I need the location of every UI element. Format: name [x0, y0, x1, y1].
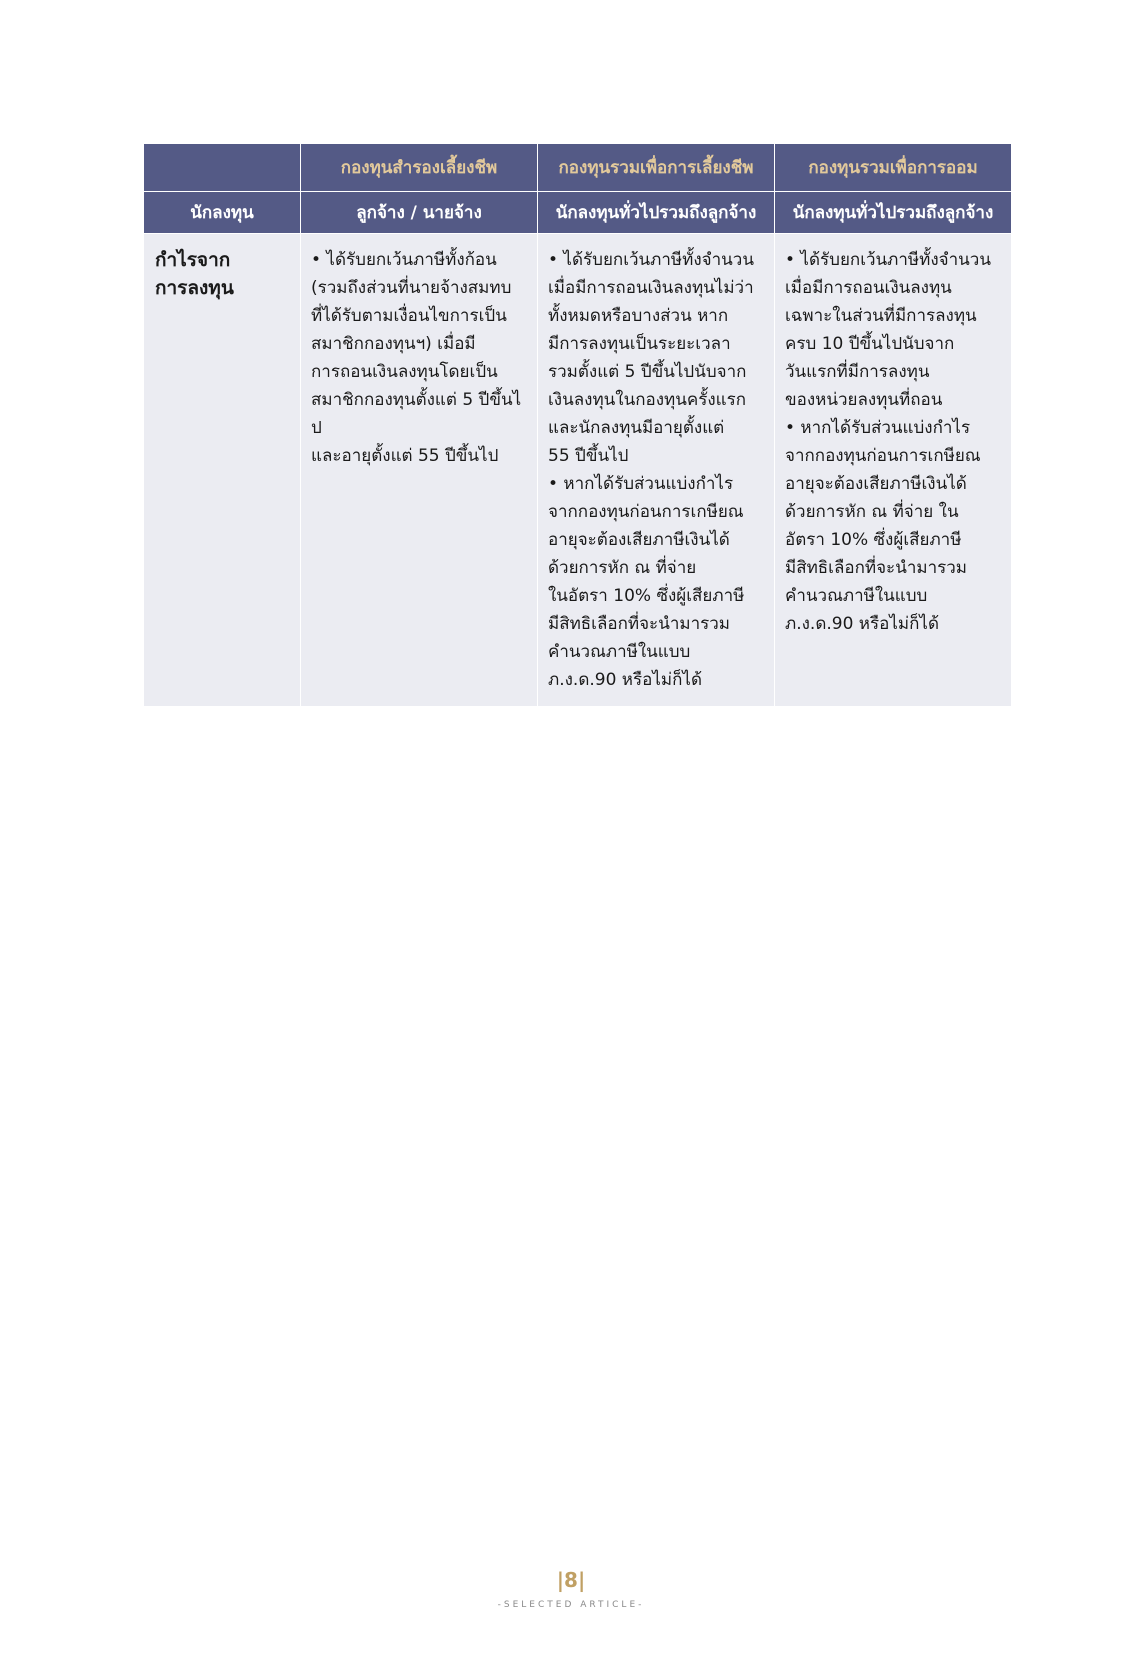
- header-investor-rmf: นักลงทุนทั่วไปรวมถึงลูกจ้าง: [538, 192, 775, 234]
- row-label-investment-gain: กำไรจาก การลงทุน: [144, 234, 301, 707]
- header-ssf: กองทุนรวมเพื่อการออม: [775, 144, 1012, 192]
- header-investor-provident-fund: ลูกจ้าง / นายจ้าง: [301, 192, 538, 234]
- page-number: |8|: [556, 1568, 586, 1592]
- header-row-investors: [144, 192, 1012, 234]
- footer-caption: -SELECTED ARTICLE-: [497, 1600, 645, 1610]
- cell-provident-fund-gain: • ได้รับยกเว้นภาษีทั้งก้อน (รวมถึงส่วนที่นายจ้างสมทบ ที่ได้รับตามเงื่อนไขการเป็น สมาชิกกองทุนฯ) เมื่อมี การถอนเงินลงทุนโดยเป็น สมาชิกกองทุนตั้งแต่ 5 ปีขึ้นไป และอายุตั้งแต่ 55 ปีขึ้นไป: [301, 234, 538, 707]
- table-row: [144, 234, 1012, 707]
- cell-ssf-gain: • ได้รับยกเว้นภาษีทั้งจำนวน เมื่อมีการถอนเงินลงทุน เฉพาะในส่วนที่มีการลงทุน ครบ 10 ปีขึ้นไปนับจาก วันแรกที่มีการลงทุน ของหน่วยลงทุนที่ถอน • หากได้รับส่วนแบ่งกำไร จากกองทุนก่อนการเกษียณ อายุจะต้องเสียภาษีเงินได้ ด้วยการหัก ณ ที่จ่าย ใน อัตรา 10% ซึ่งผู้เสียภาษี มีสิทธิเลือกที่จะนำมารวม คำนวณภาษีในแบบ ภ.ง.ด.90 หรือไม่ก็ได้: [775, 234, 1012, 707]
- header-corner-cell: [144, 144, 301, 192]
- cell-rmf-gain: • ได้รับยกเว้นภาษีทั้งจำนวน เมื่อมีการถอนเงินลงทุนไม่ว่า ทั้งหมดหรือบางส่วน หาก มีการลงทุนเป็นระยะเวลา รวมตั้งแต่ 5 ปีขึ้นไปนับจาก เงินลงทุนในกองทุนครั้งแรก และนักลงทุนมีอายุตั้งแต่ 55 ปีขึ้นไป • หากได้รับส่วนแบ่งกำไร จากกองทุนก่อนการเกษียณ อายุจะต้องเสียภาษีเงินได้ ด้วยการหัก ณ ที่จ่าย ในอัตรา 10% ซึ่งผู้เสียภาษี มีสิทธิเลือกที่จะนำมารวม คำนวณภาษีในแบบ ภ.ง.ด.90 หรือไม่ก็ได้: [538, 234, 775, 707]
- comparison-table: [143, 143, 1012, 707]
- header-rmf: กองทุนรวมเพื่อการเลี้ยงชีพ: [538, 144, 775, 192]
- header-investor-ssf: นักลงทุนทั่วไปรวมถึงลูกจ้าง: [775, 192, 1012, 234]
- header-investor-label: นักลงทุน: [144, 192, 301, 234]
- header-provident-fund: กองทุนสำรองเลี้ยงชีพ: [301, 144, 538, 192]
- header-row-fund-types: [144, 144, 1012, 192]
